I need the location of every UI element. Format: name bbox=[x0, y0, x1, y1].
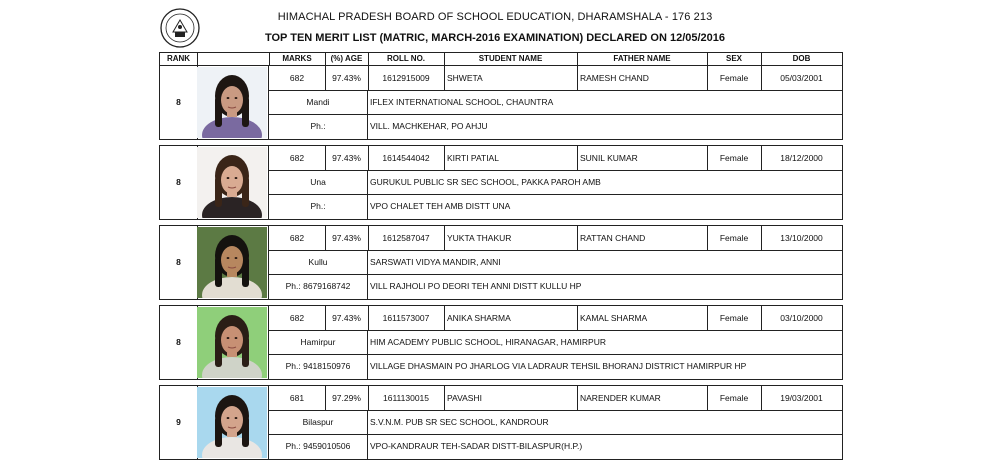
sex: Female bbox=[719, 393, 749, 403]
sex: Female bbox=[719, 233, 749, 243]
col-father-name: FATHER NAME bbox=[613, 54, 671, 63]
father-name: KAMAL SHARMA bbox=[580, 313, 648, 323]
address: VPO-KANDRAUR TEH-SADAR DISTT-BILASPUR(H.P.) bbox=[370, 441, 583, 451]
student-name: KIRTI PATIAL bbox=[447, 153, 499, 163]
roll-no: 1612587047 bbox=[382, 233, 430, 243]
district: Una bbox=[310, 177, 326, 187]
percentage: 97.43% bbox=[332, 153, 361, 163]
district: Bilaspur bbox=[302, 417, 334, 427]
student-record bbox=[159, 305, 843, 380]
rank: 8 bbox=[176, 337, 181, 347]
address: VPO CHALET TEH AMB DISTT UNA bbox=[370, 201, 511, 211]
marks: 682 bbox=[289, 153, 305, 163]
marks: 682 bbox=[289, 233, 305, 243]
dob: 19/03/2001 bbox=[780, 393, 823, 403]
board-title: HIMACHAL PRADESH BOARD OF SCHOOL EDUCATION, DHARAMSHALA - 176 213 bbox=[277, 11, 713, 23]
school-name: SARSWATI VIDYA MANDIR, ANNI bbox=[370, 257, 501, 267]
merit-list-title: TOP TEN MERIT LIST (MATRIC, MARCH-2016 EXAMINATION) DECLARED ON 12/05/2016 bbox=[264, 32, 726, 44]
marks: 682 bbox=[289, 313, 305, 323]
rank: 9 bbox=[176, 417, 181, 427]
rank: 8 bbox=[176, 257, 181, 267]
col-roll-no: ROLL NO. bbox=[386, 54, 426, 63]
address: VILL RAJHOLI PO DEORI TEH ANNI DISTT KULLU HP bbox=[370, 281, 582, 291]
school-name: GURUKUL PUBLIC SR SEC SCHOOL, PAKKA PAROH AMB bbox=[370, 177, 601, 187]
district: Mandi bbox=[306, 97, 330, 107]
percentage: 97.29% bbox=[332, 393, 361, 403]
marks: 682 bbox=[289, 73, 305, 83]
student-name: SHWETA bbox=[447, 73, 483, 83]
student-name: PAVASHI bbox=[447, 393, 482, 403]
student-name: YUKTA THAKUR bbox=[447, 233, 512, 243]
percentage: 97.43% bbox=[332, 73, 361, 83]
student-photo bbox=[197, 387, 267, 458]
school-name: HIM ACADEMY PUBLIC SCHOOL, HIRANAGAR, HAMIRPUR bbox=[370, 337, 606, 347]
phone: Ph.: bbox=[310, 201, 326, 211]
dob: 03/10/2000 bbox=[780, 313, 823, 323]
col-marks: MARKS bbox=[282, 54, 312, 63]
dob: 18/12/2000 bbox=[780, 153, 823, 163]
sex: Female bbox=[719, 153, 749, 163]
col-age: (%) AGE bbox=[330, 54, 363, 63]
percentage: 97.43% bbox=[332, 313, 361, 323]
district: Kullu bbox=[308, 257, 328, 267]
student-record bbox=[159, 145, 843, 220]
address: VILLAGE DHASMAIN PO JHARLOG VIA LADRAUR TEHSIL BHORANJ DISTRICT HAMIRPUR HP bbox=[370, 361, 747, 371]
sex: Female bbox=[719, 313, 749, 323]
sex: Female bbox=[719, 73, 749, 83]
student-record bbox=[159, 225, 843, 300]
col-sex: SEX bbox=[725, 54, 742, 63]
table-header bbox=[159, 52, 843, 66]
father-name: NARENDER KUMAR bbox=[580, 393, 661, 403]
roll-no: 1614544042 bbox=[382, 153, 430, 163]
phone: Ph.: bbox=[310, 121, 326, 131]
student-photo bbox=[197, 67, 267, 138]
student-photo bbox=[197, 227, 267, 298]
col-student-name: STUDENT NAME bbox=[478, 54, 543, 63]
percentage: 97.43% bbox=[332, 233, 361, 243]
dob: 05/03/2001 bbox=[780, 73, 823, 83]
rank: 8 bbox=[176, 97, 181, 107]
phone: Ph.: 9459010506 bbox=[285, 441, 351, 451]
roll-no: 1612915009 bbox=[382, 73, 430, 83]
col-dob: DOB bbox=[792, 54, 811, 63]
student-name: ANIKA SHARMA bbox=[447, 313, 511, 323]
rank: 8 bbox=[176, 177, 181, 187]
student-photo bbox=[197, 307, 267, 378]
roll-no: 1611130015 bbox=[382, 393, 429, 403]
father-name: SUNIL KUMAR bbox=[580, 153, 638, 163]
address: VILL. MACHKEHAR, PO AHJU bbox=[370, 121, 488, 131]
roll-no: 1611573007 bbox=[382, 313, 430, 323]
student-record bbox=[159, 65, 843, 140]
dob: 13/10/2000 bbox=[780, 233, 823, 243]
phone: Ph.: 8679168742 bbox=[285, 281, 351, 291]
student-photo bbox=[197, 147, 267, 218]
marks: 681 bbox=[289, 393, 305, 403]
school-name: S.V.N.M. PUB SR SEC SCHOOL, KANDROUR bbox=[370, 417, 549, 427]
father-name: RAMESH CHAND bbox=[580, 73, 649, 83]
student-record bbox=[159, 385, 843, 460]
district: Hamirpur bbox=[300, 337, 336, 347]
col-rank: RANK bbox=[166, 54, 191, 63]
father-name: RATTAN CHAND bbox=[580, 233, 646, 243]
phone: Ph.: 9418150976 bbox=[285, 361, 351, 371]
school-name: IFLEX INTERNATIONAL SCHOOL, CHAUNTRA bbox=[370, 97, 554, 107]
